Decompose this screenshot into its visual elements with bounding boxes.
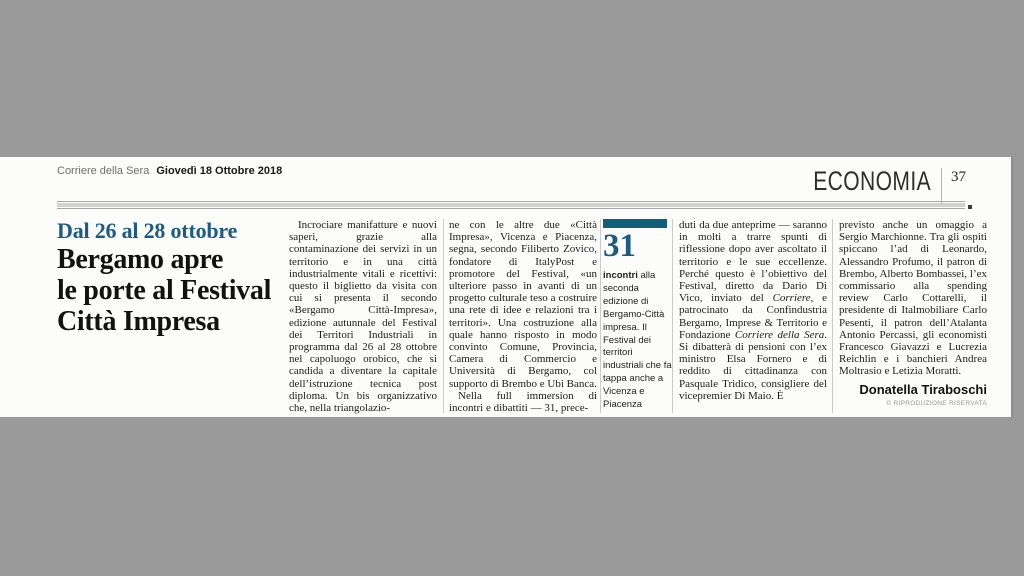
header-rule — [57, 201, 965, 209]
article-paragraph: Incrociare manifatture e nuovi saperi, grazie alla contaminazione dei servizi in un territorio e in una città industrialmente vitali e ricettivi: questo il biglietto da visita con cui si presenta il secondo «Bergamo Città-Impresa», edizione autunnale del Festival dei Territori Industriali in programma dal 26 al 28 ottobre nel capoluogo orobico, che si candida a diventare la capitale dell’istruzione tecnica post diploma. Un bis organizzativo che, nella triangolazio- — [289, 219, 437, 415]
header-rule-end-dot — [968, 205, 972, 209]
issue-date: Giovedì 18 Ottobre 2018 — [156, 165, 283, 177]
article-paragraph: previsto anche un omaggio a Sergio Marchionne. Tra gli ospiti spiccano l’ad di Leonardo, Alessandro Profumo, il patron di Brembo, Alberto Bombassei, l’ex commissario alla spending review Carlo Cottarelli, il presidente di Italmobiliare Carlo Pesenti, il patron dell’Atalanta Antonio Percassi, gli economisti Francesco Giavazzi e Lucrezia Reichlin e i banchieri Andrea Moltrasio e Letizia Moratti. — [839, 219, 987, 378]
paragraph-run: duti da due anteprime — saranno in molti a trarre spunti di riflessione dopo aver ascoltato il territorio e le sue eccellenze. Perché questo è l’obiettivo del Festival, diretto da Dario Di Vico, inviato del — [679, 219, 827, 305]
masthead — [57, 165, 282, 177]
page-number: 37 — [951, 169, 966, 185]
column-rule — [600, 219, 601, 413]
copyright-notice: © RIPRODUZIONE RISERVATA — [886, 399, 987, 407]
article-paragraph: Nella full immersion di incontri e dibattiti — 31, prece- — [449, 389, 597, 415]
italic-run: Corriere — [772, 292, 811, 305]
factbox — [603, 219, 673, 412]
factbox-lead-word: incontri — [603, 270, 638, 281]
italic-run: Corriere della Sera — [734, 328, 825, 341]
body-column-3 — [679, 219, 827, 402]
factbox-caption-text: alla seconda edizione di Bergamo-Città impresa. Il Festival dei territori industriali che fa tappa anche a Vicenza e Piacenza — [603, 270, 672, 411]
newspaper-name: Corriere della Sera — [57, 165, 150, 177]
byline: Donatella Tiraboschi — [859, 381, 987, 397]
column-rule — [443, 219, 444, 413]
section-title: ECONOMIA — [813, 166, 931, 196]
article-headline — [57, 244, 295, 337]
factbox-caption — [603, 270, 673, 412]
headline-line: le porte al Festival — [57, 275, 272, 306]
body-column-4 — [839, 219, 987, 407]
section-divider-line — [941, 168, 942, 204]
factbox-number: 31 — [603, 228, 636, 264]
body-column-2 — [449, 219, 597, 414]
article-paragraph — [679, 219, 827, 402]
article-paragraph: ne con le altre due «Città Impresa», Vicenza e Piacenza, segna, secondo Filiberto Zovico, fondatore di ItalyPost e promotore del Festival, «un ulteriore passo in avanti di un progetto culturale teso a costruire una rete di idee e relazioni tra i territori». Una costruzione alla quale hanno risposto in modo convinto Comune, Provincia, Camera di Commercio e Università di Bergamo, col supporto di Brembo e Ubi Banca. — [449, 219, 597, 390]
section-header — [780, 168, 966, 204]
headline-line: Città Impresa — [57, 306, 220, 337]
factbox-accent-bar — [603, 219, 667, 228]
newspaper-page — [0, 157, 1013, 417]
headline-line: Bergamo apre — [57, 244, 224, 275]
column-rule — [832, 219, 833, 413]
paragraph-run: , e patrocinato da Confindustria Bergamo, Imprese & Territorio e Fondazione — [679, 292, 827, 341]
article-kicker: Dal 26 al 28 ottobre — [57, 218, 238, 243]
body-column-1 — [289, 219, 437, 414]
paragraph-run: . Si dibatterà di pensioni con l’ex ministro Elsa Fornero e di reddito di cittadinanza con Pasquale Tridico, consigliere del vicepremier Di Maio. È — [679, 328, 828, 402]
